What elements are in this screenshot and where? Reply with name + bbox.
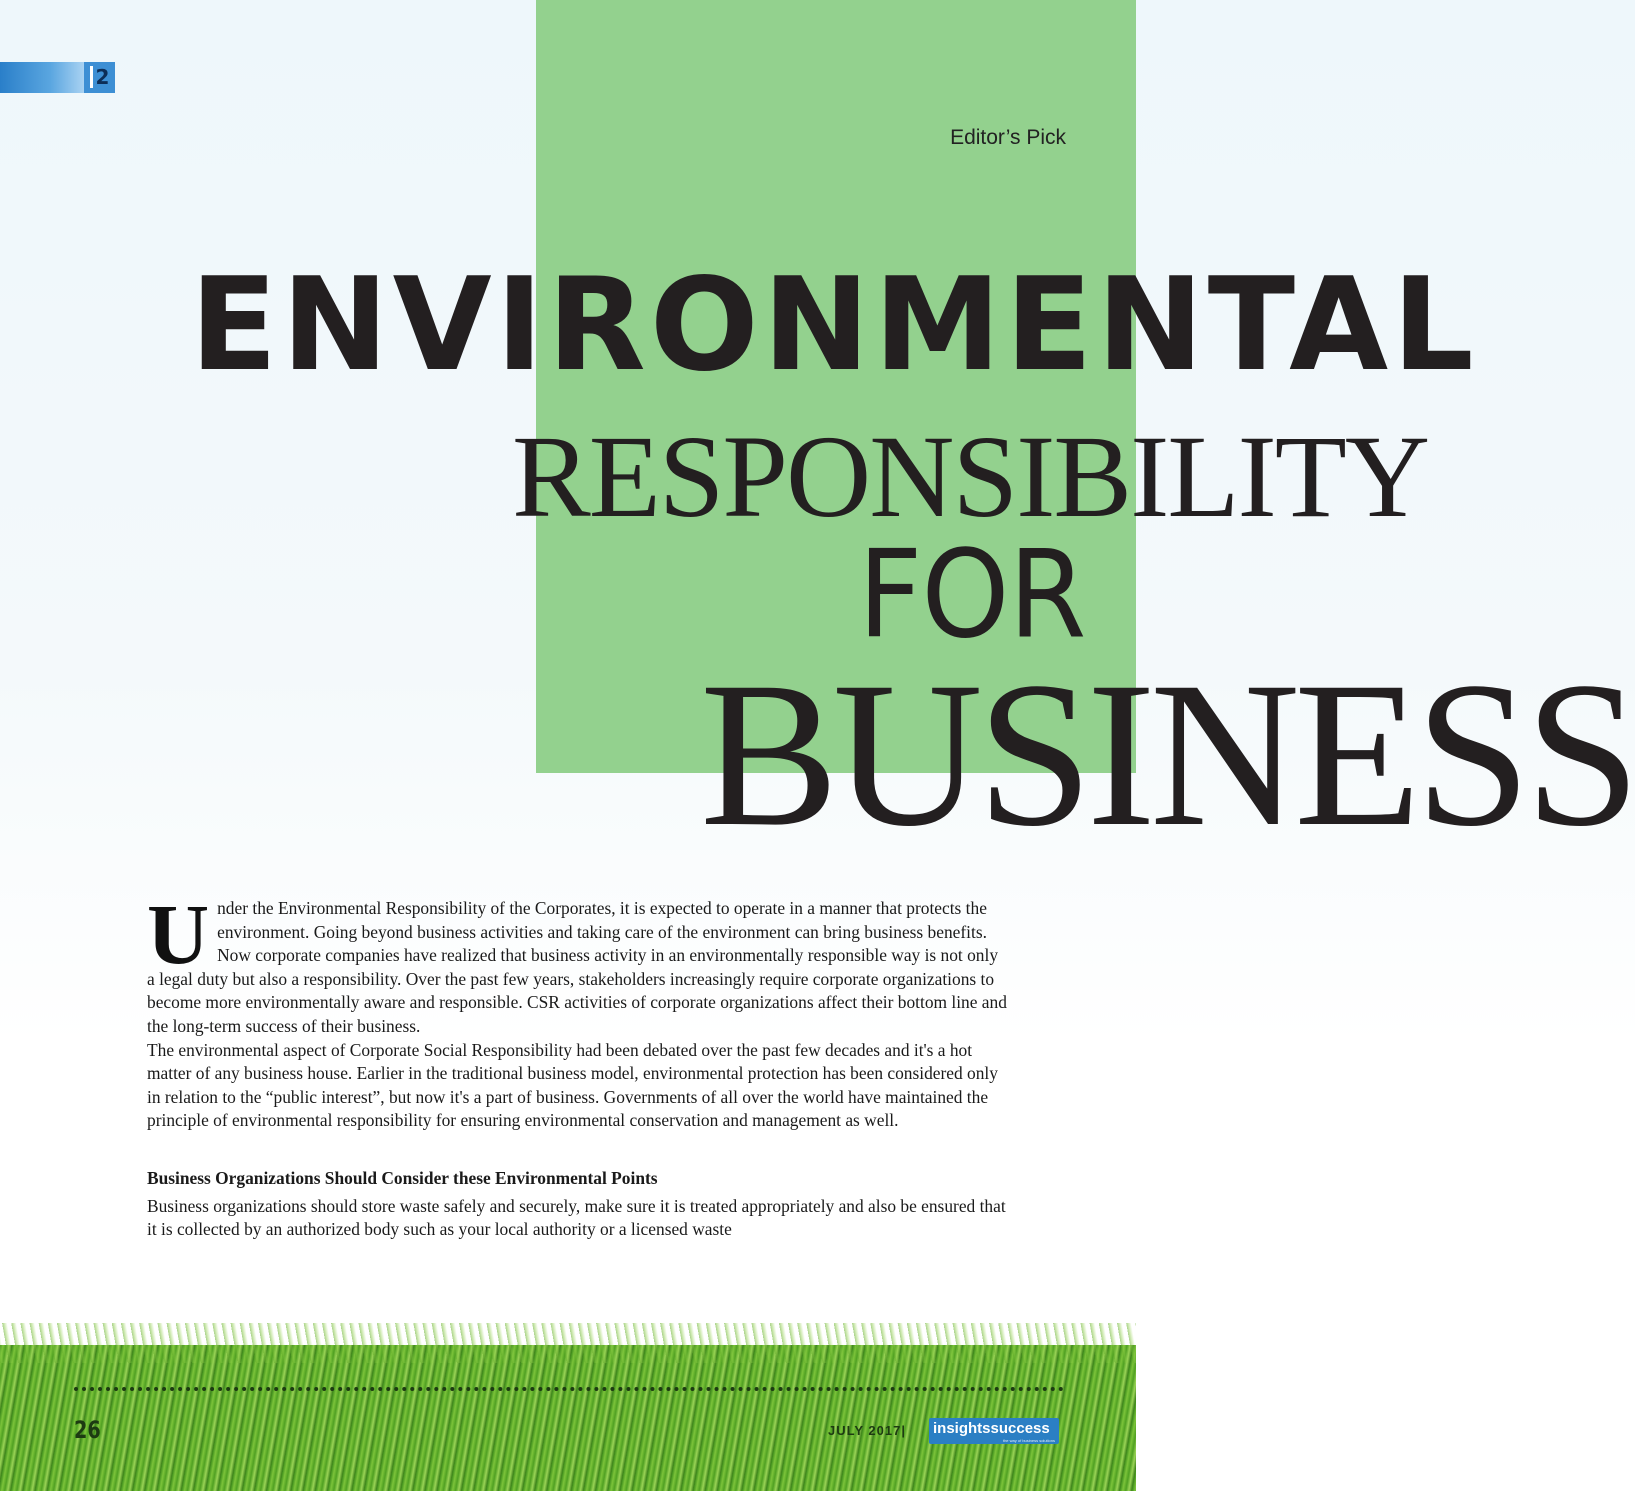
- section-label: Editor’s Pick: [950, 126, 1066, 149]
- page-number: 26: [74, 1416, 101, 1444]
- brand-logo-icon: 2: [84, 62, 115, 93]
- article-subheading: Business Organizations Should Consider these Environmental Points: [147, 1167, 658, 1188]
- footer-logo-text: insightssuccess: [933, 1420, 1050, 1437]
- issue-date: JULY 2017|: [828, 1423, 906, 1438]
- footer-logo-tagline: the way of business solutions: [1002, 1438, 1055, 1443]
- paragraph-1-text: nder the Environmental Responsibility of the Corporates, it is expected to operate in a manner that protects the environment. Going beyond business activities and taking care of the environment can bring business benefits. Now corporate companies have realized that business activity in an environmentally responsible way is not only a legal duty but also a responsibility. Over the past few years, stakeholders increasingly require corporate organizations to become more environmentally aware and responsible. CSR activities of corporate organizations affect their bottom line and the long-term success of their business.: [147, 898, 1007, 1036]
- drop-cap: U: [147, 886, 210, 982]
- dotted-divider: [74, 1387, 1064, 1391]
- paragraph-2: The environmental aspect of Corporate Social Responsibility had been debated over the past few decades and it's a hot matter of any business house. Earlier in the traditional business model, environmental protection has been considered only in relation to the “public interest”, but now it's a part of business. Governments of all over the world have maintained the principle of environmental responsibility for ensuring environmental conservation and management as well.: [147, 1039, 998, 1131]
- paragraph-1: [147, 886, 1007, 1039]
- headline-line-1: ENVIRONMENTAL: [190, 251, 1478, 400]
- headline-line-4: BUSINESS: [700, 639, 1635, 869]
- headline-line-2: RESPONSIBILITY: [512, 411, 1429, 542]
- paragraph-3: Business organizations should store waste safely and securely, make sure it is treated appropriately and also be ensured that it is collected by an authorized body such as your local authority or a licensed waste: [147, 1195, 1006, 1240]
- article-body: [147, 886, 1007, 1242]
- headline-line-3: FOR: [858, 525, 1086, 666]
- insights-success-logo: [929, 1418, 1059, 1444]
